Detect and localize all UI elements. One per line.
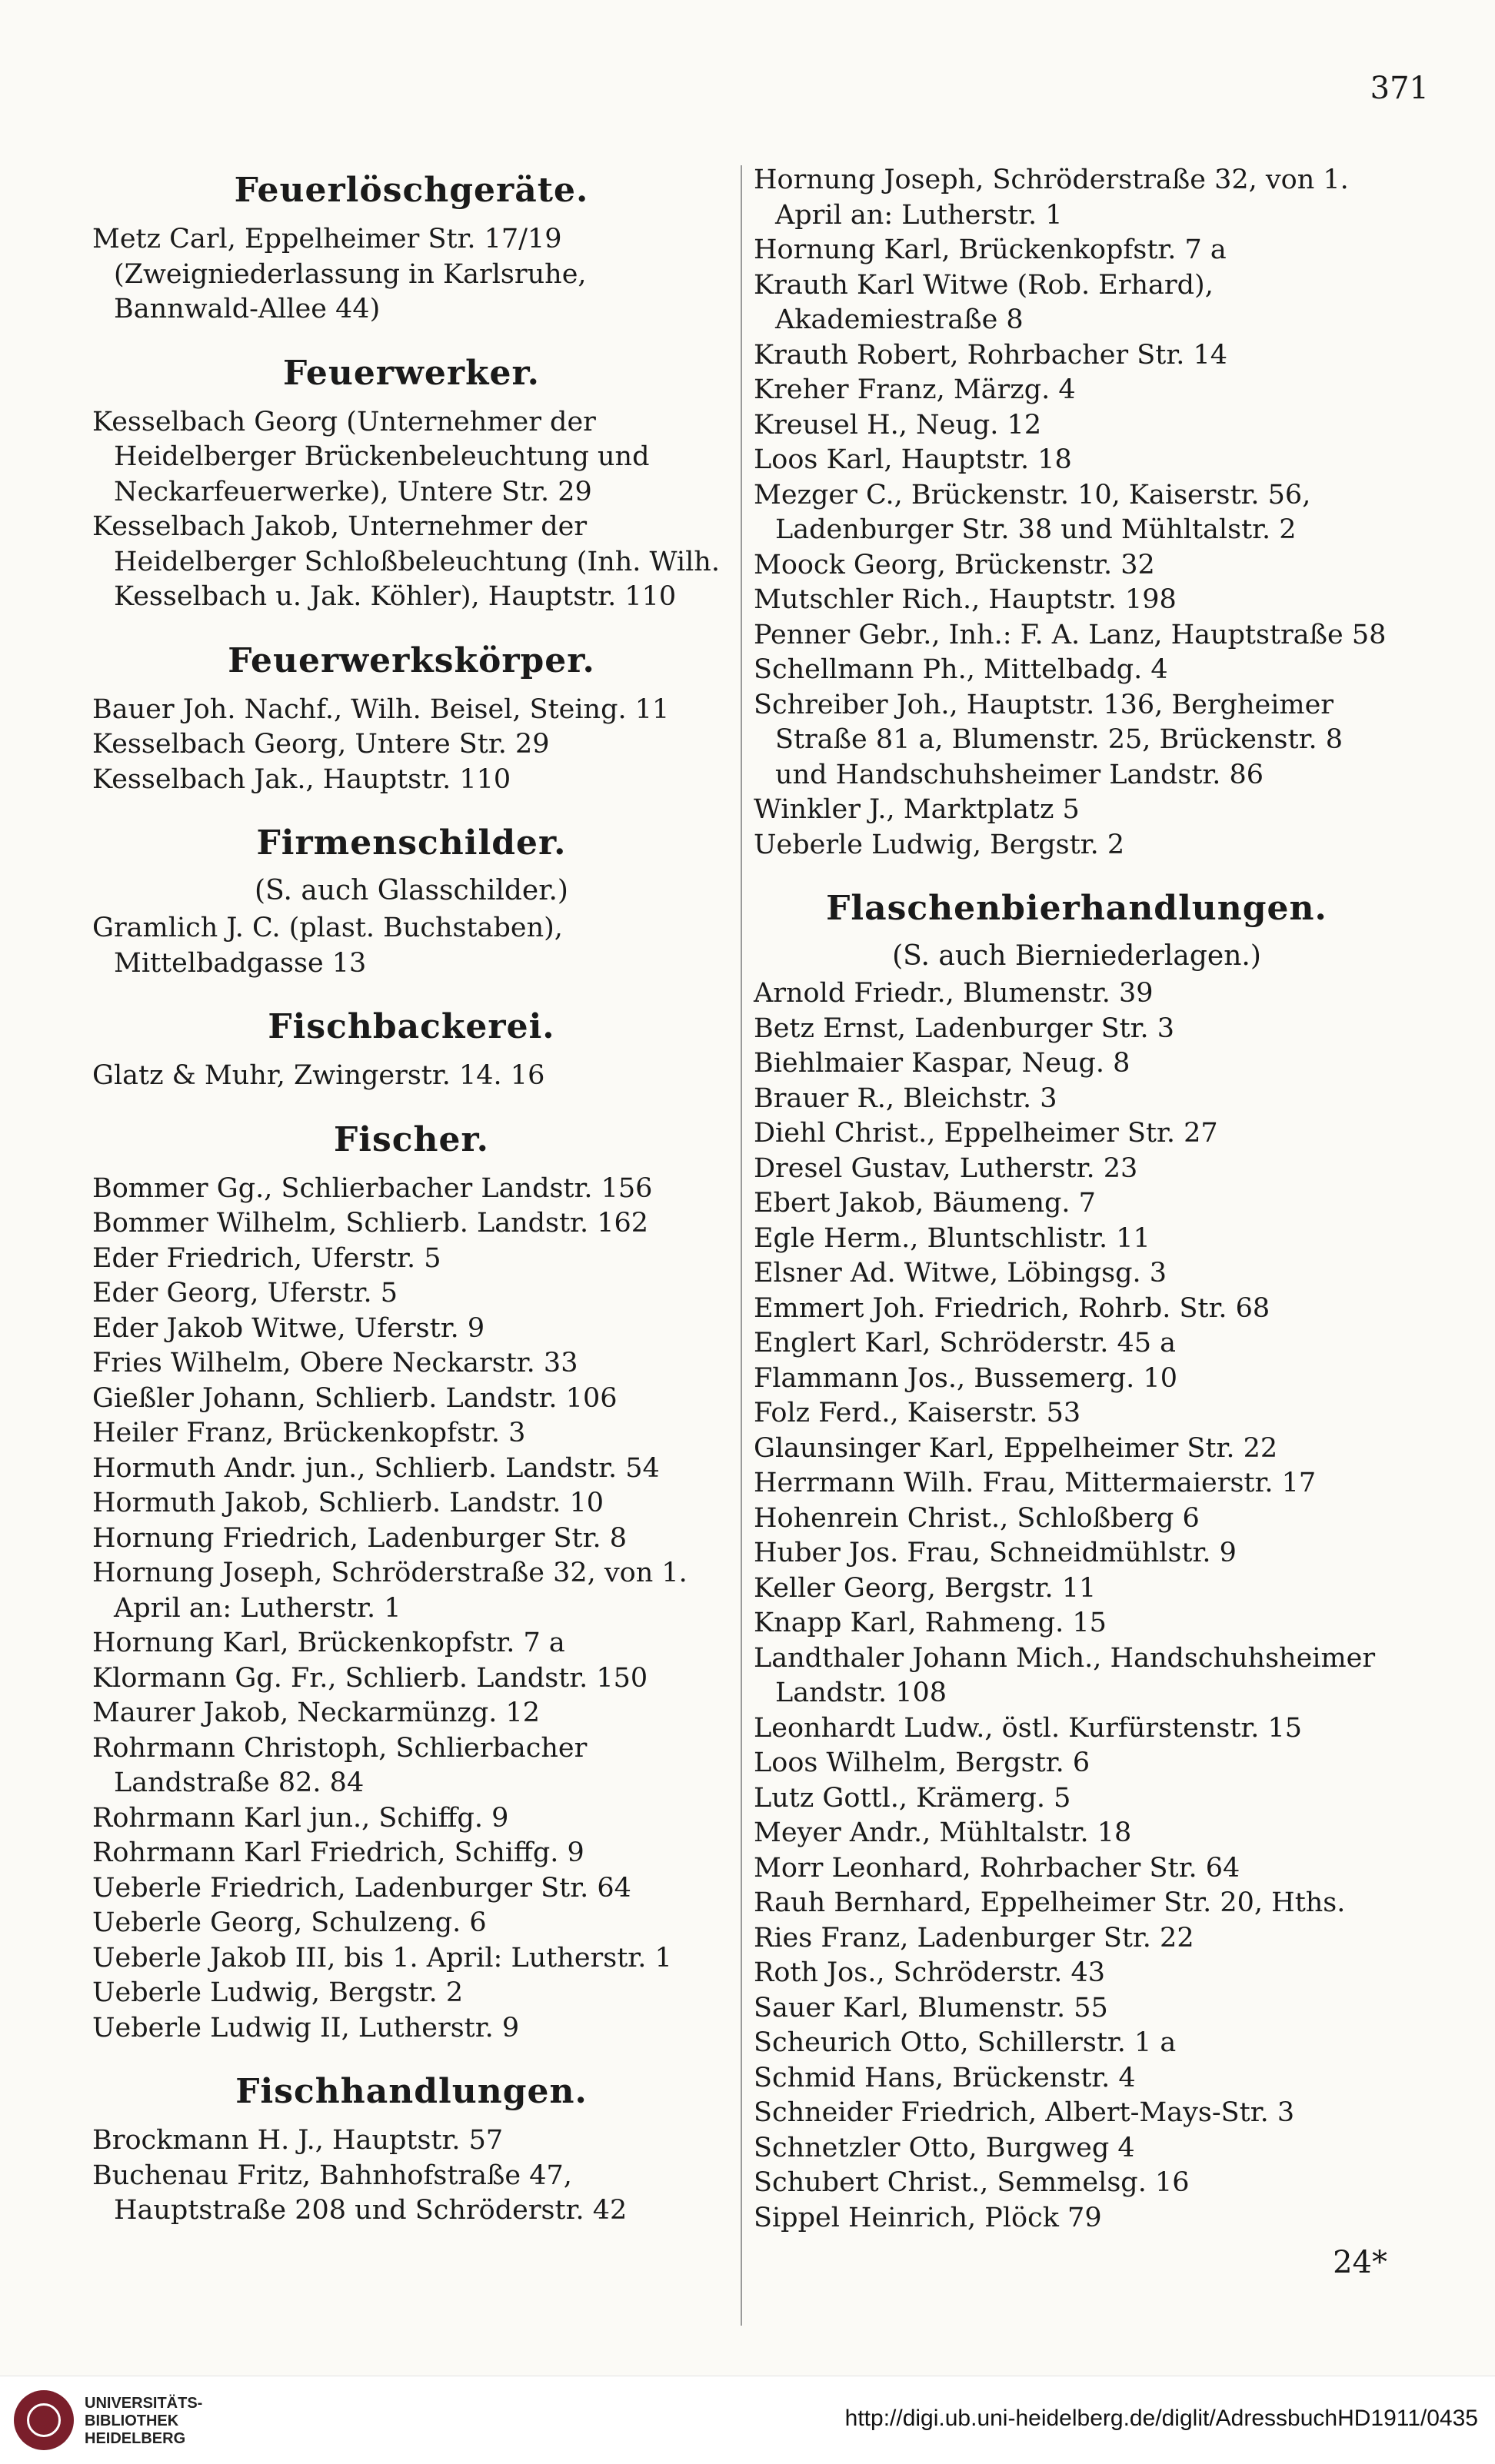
- directory-entry: Glaunsinger Karl, Eppelheimer Str. 22: [754, 1432, 1278, 1464]
- directory-entry: Metz Carl, Eppelheimer Str. 17/19 (Zweigniederlassung in Karlsruhe, Bannwald-Allee 44): [92, 224, 587, 324]
- directory-entry: Mutschler Rich., Hauptstr. 198: [754, 584, 1177, 615]
- directory-entry: Roth Jos., Schröderstr. 43: [754, 1957, 1106, 1988]
- directory-entry: Landthaler Johann Mich., Handschuhsheimer Landstr. 108: [754, 1642, 1376, 1708]
- directory-entry: Glatz & Muhr, Zwingerstr. 14. 16: [92, 1060, 545, 1091]
- library-name: UNIVERSITÄTS- BIBLIOTHEK HEIDELBERG: [85, 2395, 203, 2447]
- directory-entry: Gießler Johann, Schlierb. Landstr. 106: [92, 1382, 618, 1414]
- directory-entry: Rohrmann Karl jun., Schiffg. 9: [92, 1802, 509, 1834]
- directory-entry: Ueberle Jakob III, bis 1. April: Lutherstr. 1: [92, 1942, 672, 1974]
- directory-entry: Ries Franz, Ladenburger Str. 22: [754, 1922, 1194, 1954]
- directory-entry: Diehl Christ., Eppelheimer Str. 27: [754, 1118, 1218, 1149]
- directory-entry: Hornung Friedrich, Ladenburger Str. 8: [92, 1522, 627, 1554]
- directory-entry: Herrmann Wilh. Frau, Mittermaierstr. 17: [754, 1468, 1317, 1498]
- section-heading: Fischbackerei.: [268, 1007, 555, 1046]
- directory-entry: Hornung Joseph, Schröderstraße 32, von 1. April an: Lutherstr. 1: [92, 1558, 688, 1624]
- directory-entry: Kreusel H., Neug. 12: [754, 409, 1042, 441]
- directory-entry: Krauth Robert, Rohrbacher Str. 14: [754, 339, 1228, 371]
- directory-entry: Kesselbach Georg, Untere Str. 29: [92, 729, 550, 760]
- directory-section: [92, 1007, 731, 1094]
- section-heading: Fischer.: [334, 1119, 489, 1159]
- directory-entry: Betz Ernst, Ladenburger Str. 3: [754, 1013, 1175, 1044]
- directory-entry: Winkler J., Marktplatz 5: [754, 794, 1080, 825]
- directory-entry: Ueberle Ludwig, Bergstr. 2: [754, 829, 1125, 860]
- signature-mark: 24*: [1333, 2245, 1387, 2280]
- directory-entry: Eder Georg, Uferstr. 5: [92, 1278, 398, 1308]
- directory-entry: Englert Karl, Schröderstr. 45 a: [754, 1328, 1176, 1358]
- section-heading: Feuerwerker.: [283, 353, 540, 393]
- directory-entry: Sippel Heinrich, Plöck 79: [754, 2202, 1102, 2233]
- directory-entry: Knapp Karl, Rahmeng. 15: [754, 1608, 1107, 1638]
- directory-entry: Rohrmann Karl Friedrich, Schiffg. 9: [92, 1837, 584, 1868]
- directory-entry: Biehlmaier Kaspar, Neug. 8: [754, 1048, 1130, 1079]
- directory-entry: Buchenau Fritz, Bahnhofstraße 47, Hauptstraße 208 und Schröderstr. 42: [92, 2160, 628, 2226]
- digitization-footer: [0, 2376, 1495, 2464]
- university-library-logo-icon: [14, 2390, 74, 2450]
- column-divider: [741, 165, 742, 2326]
- directory-entry: Fries Wilhelm, Obere Neckarstr. 33: [92, 1348, 578, 1378]
- directory-entry: Scheurich Otto, Schillerstr. 1 a: [754, 2027, 1177, 2058]
- directory-entry: Lutz Gottl., Krämerg. 5: [754, 1782, 1071, 1814]
- section-heading: Fischhandlungen.: [235, 2072, 588, 2111]
- directory-entry: Emmert Joh. Friedrich, Rohrb. Str. 68: [754, 1292, 1270, 1324]
- directory-entry: Hohenrein Christ., Schloßberg 6: [754, 1502, 1200, 1534]
- directory-section: [92, 171, 731, 328]
- directory-entry: Ueberle Ludwig, Bergstr. 2: [92, 1977, 464, 2008]
- directory-entry: Heiler Franz, Brückenkopfstr. 3: [92, 1418, 526, 1448]
- section-heading: Flaschenbierhandlungen.: [826, 889, 1327, 928]
- directory-entry: Kesselbach Jak., Hauptstr. 110: [92, 763, 511, 795]
- directory-entry: Schubert Christ., Semmelsg. 16: [754, 2167, 1190, 2198]
- directory-entry: Eder Friedrich, Uferstr. 5: [92, 1242, 441, 1274]
- section-note: (S. auch Bierniederlagen.): [892, 940, 1261, 972]
- directory-entry: Brauer R., Bleichstr. 3: [754, 1082, 1057, 1114]
- directory-entry: Maurer Jakob, Neckarmünzg. 12: [92, 1698, 541, 1728]
- left-column: [92, 163, 731, 2229]
- directory-entry: Morr Leonhard, Rohrbacher Str. 64: [754, 1852, 1240, 1884]
- directory-entry: Meyer Andr., Mühltalstr. 18: [754, 1817, 1132, 1848]
- directory-section: [754, 889, 1400, 2236]
- directory-entry: Ueberle Georg, Schulzeng. 6: [92, 1907, 487, 1938]
- directory-entry: Kesselbach Jakob, Unternehmer der Heidelberger Schloßbeleuchtung (Inh. Wilh. Kesselbach u. Jak. Köhler), Hauptstr. 110: [92, 511, 720, 612]
- source-url[interactable]: http://digi.ub.uni-heidelberg.de/diglit/AdressbuchHD1911/0435: [844, 2406, 1478, 2431]
- directory-entry: Penner Gebr., Inh.: F. A. Lanz, Hauptstraße 58: [754, 619, 1387, 650]
- directory-entry: Hormuth Jakob, Schlierb. Landstr. 10: [92, 1488, 604, 1518]
- directory-section: [754, 163, 1400, 863]
- directory-section: [92, 641, 731, 798]
- directory-entry: Hornung Joseph, Schröderstraße 32, von 1. April an: Lutherstr. 1: [754, 165, 1349, 231]
- directory-entry: Rohrmann Christoph, Schlierbacher Landstraße 82. 84: [92, 1732, 588, 1798]
- section-heading: Firmenschilder.: [256, 823, 567, 863]
- directory-entry: Krauth Karl Witwe (Rob. Erhard), Akademiestraße 8: [754, 269, 1214, 335]
- directory-section: [92, 354, 731, 615]
- directory-entry: Schellmann Ph., Mittelbadg. 4: [754, 654, 1168, 685]
- directory-entry: Brockmann H. J., Hauptstr. 57: [92, 2125, 504, 2156]
- directory-entry: Keller Georg, Bergstr. 11: [754, 1572, 1097, 1604]
- directory-section: [92, 1120, 731, 2047]
- directory-entry: Ebert Jakob, Bäumeng. 7: [754, 1188, 1096, 1219]
- directory-entry: Hormuth Andr. jun., Schlierb. Landstr. 54: [92, 1452, 660, 1484]
- directory-entry: Egle Herm., Bluntschlistr. 11: [754, 1222, 1150, 1254]
- directory-entry: Dresel Gustav, Lutherstr. 23: [754, 1152, 1138, 1184]
- directory-entry: Klormann Gg. Fr., Schlierb. Landstr. 150: [92, 1662, 648, 1694]
- directory-entry: Flammann Jos., Bussemerg. 10: [754, 1362, 1177, 1394]
- section-heading: Feuerlöschgeräte.: [234, 171, 589, 210]
- directory-entry: Mezger C., Brückenstr. 10, Kaiserstr. 56, Ladenburger Str. 38 und Mühltalstr. 2: [754, 479, 1311, 545]
- directory-entry: Eder Jakob Witwe, Uferstr. 9: [92, 1312, 485, 1344]
- directory-entry: Loos Wilhelm, Bergstr. 6: [754, 1747, 1090, 1778]
- directory-entry: Elsner Ad. Witwe, Löbingsg. 3: [754, 1258, 1167, 1289]
- directory-entry: Kesselbach Georg (Unternehmer der Heidelberger Brückenbeleuchtung und Neckarfeuerwerke), Untere Str. 29: [92, 406, 650, 507]
- directory-entry: Hornung Karl, Brückenkopfstr. 7 a: [754, 234, 1227, 265]
- directory-entry: Leonhardt Ludw., östl. Kurfürstenstr. 15: [754, 1712, 1303, 1744]
- directory-entry: Rauh Bernhard, Eppelheimer Str. 20, Hths.: [754, 1887, 1346, 1918]
- directory-entry: Ueberle Ludwig II, Lutherstr. 9: [92, 2012, 520, 2043]
- directory-section: [92, 823, 731, 981]
- directory-entry: Sauer Karl, Blumenstr. 55: [754, 1992, 1108, 2023]
- directory-entry: Loos Karl, Hauptstr. 18: [754, 444, 1072, 475]
- directory-section: [92, 2072, 731, 2229]
- directory-entry: Folz Ferd., Kaiserstr. 53: [754, 1398, 1081, 1428]
- directory-entry: Schnetzler Otto, Burgweg 4: [754, 2132, 1135, 2163]
- directory-entry: Schmid Hans, Brückenstr. 4: [754, 2062, 1136, 2093]
- section-note: (S. auch Glasschilder.): [255, 875, 568, 906]
- directory-entry: Kreher Franz, Märzg. 4: [754, 374, 1076, 405]
- directory-entry: Schneider Friedrich, Albert-Mays-Str. 3: [754, 2097, 1295, 2128]
- directory-entry: Hornung Karl, Brückenkopfstr. 7 a: [92, 1628, 565, 1658]
- page-number: 371: [1370, 71, 1429, 106]
- directory-entry: Bommer Gg., Schlierbacher Landstr. 156: [92, 1172, 653, 1204]
- directory-entry: Moock Georg, Brückenstr. 32: [754, 549, 1155, 580]
- directory-entry: Bommer Wilhelm, Schlierb. Landstr. 162: [92, 1208, 649, 1239]
- directory-entry: Huber Jos. Frau, Schneidmühlstr. 9: [754, 1538, 1237, 1568]
- right-column: [754, 163, 1400, 2236]
- directory-entry: Bauer Joh. Nachf., Wilh. Beisel, Steing. 11: [92, 693, 670, 725]
- directory-entry: Ueberle Friedrich, Ladenburger Str. 64: [92, 1872, 631, 1904]
- directory-entry: Schreiber Joh., Hauptstr. 136, Bergheimer Straße 81 a, Blumenstr. 25, Brückenstr. 8 und Handschuhsheimer Landstr. 86: [754, 689, 1343, 790]
- directory-entry: Arnold Friedr., Blumenstr. 39: [754, 978, 1154, 1009]
- section-heading: Feuerwerkskörper.: [228, 640, 595, 680]
- directory-entry: Gramlich J. C. (plast. Buchstaben), Mittelbadgasse 13: [92, 913, 563, 979]
